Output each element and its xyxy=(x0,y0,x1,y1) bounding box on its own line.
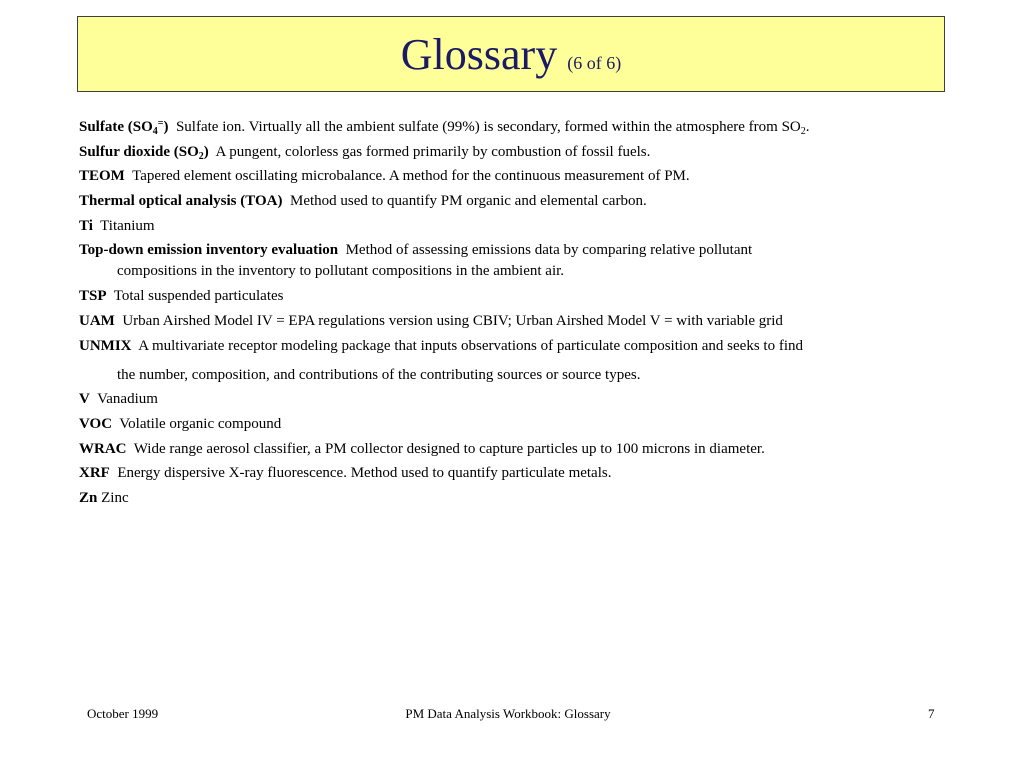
glossary-term: V xyxy=(79,391,90,408)
footer-title: PM Data Analysis Workbook: Glossary xyxy=(405,706,611,721)
glossary-definition: Volatile organic compound xyxy=(119,415,282,432)
glossary-term: TEOM xyxy=(79,168,125,185)
glossary-term: TSP xyxy=(79,288,107,305)
glossary-definition: Sulfate ion. Virtually all the ambient sulfate (99%) is secondary, formed within the atmosphere from $SO_2$. xyxy=(175,119,810,137)
page-number: 7 xyxy=(928,706,935,721)
glossary-entry-voc xyxy=(79,414,949,435)
glossary-definition: Vanadium xyxy=(97,391,158,408)
glossary-definition: Wide range aerosol classifier, a PM collector designed to capture particles up to 100 microns in diameter. xyxy=(133,440,765,457)
glossary-term: VOC xyxy=(79,415,113,432)
glossary-definition: Tapered element oscillating microbalance. A method for the continuous measurement of PM. xyxy=(132,168,690,185)
glossary-list xyxy=(79,117,949,513)
title-box xyxy=(77,16,945,92)
glossary-entry-teom xyxy=(79,166,949,187)
glossary-definition: Method of assessing emissions data by comparing relative pollutant xyxy=(345,242,753,259)
glossary-entry-wrac xyxy=(79,439,949,460)
glossary-entry-zn xyxy=(79,488,949,509)
glossary-entry-tsp xyxy=(79,286,949,307)
glossary-entry-xrf xyxy=(79,463,949,484)
glossary-term: Ti xyxy=(79,217,93,234)
glossary-entry-ti xyxy=(79,216,949,237)
glossary-entry-top-down xyxy=(79,240,949,282)
glossary-definition: Urban Airshed Model IV = EPA regulations version using CBIV; Urban Airshed Model V = with variable grid xyxy=(122,312,783,329)
glossary-term: Zn xyxy=(79,489,98,506)
glossary-definition: Zinc xyxy=(101,489,129,506)
page-subtitle: (6 of 6) xyxy=(567,53,622,73)
glossary-entry-unmix xyxy=(79,336,949,386)
glossary-definition-continued: the number, composition, and contributions of the contributing sources or source types. xyxy=(117,366,641,383)
glossary-term: Sulfate $(SO_4^=)$ xyxy=(79,118,169,137)
glossary-term: Sulfur dioxide $(SO_2)$ xyxy=(79,143,209,162)
glossary-entry-uam xyxy=(79,311,949,332)
glossary-term: WRAC xyxy=(79,440,127,457)
glossary-definition: Method used to quantify PM organic and elemental carbon. xyxy=(289,193,647,210)
title-line xyxy=(78,31,944,89)
footer-date: October 1999 xyxy=(87,706,159,721)
glossary-definition: Energy dispersive X-ray fluorescence. Method used to quantify particulate metals. xyxy=(117,465,612,482)
glossary-entry-toa xyxy=(79,191,949,212)
glossary-definition-continued: compositions in the inventory to pollutant compositions in the ambient air. xyxy=(117,263,565,280)
glossary-term: XRF xyxy=(79,465,110,482)
glossary-term: UAM xyxy=(79,312,115,329)
page-title: Glossary xyxy=(400,30,558,79)
glossary-term: Top-down emission inventory evaluation xyxy=(79,242,339,259)
glossary-entry-v xyxy=(79,389,949,410)
glossary-entry-sulfate xyxy=(79,117,949,138)
glossary-definition: A pungent, colorless gas formed primarily by combustion of fossil fuels. xyxy=(215,143,651,160)
glossary-term: UNMIX xyxy=(79,337,132,354)
glossary-entry-sulfur-dioxide xyxy=(79,142,949,163)
glossary-definition: Total suspended particulates xyxy=(113,288,284,305)
glossary-definition: Titanium xyxy=(100,217,155,234)
glossary-term: Thermal optical analysis (TOA) xyxy=(79,193,283,210)
glossary-definition: A multivariate receptor modeling package that inputs observations of particulate composition and seeks to find xyxy=(138,337,804,354)
